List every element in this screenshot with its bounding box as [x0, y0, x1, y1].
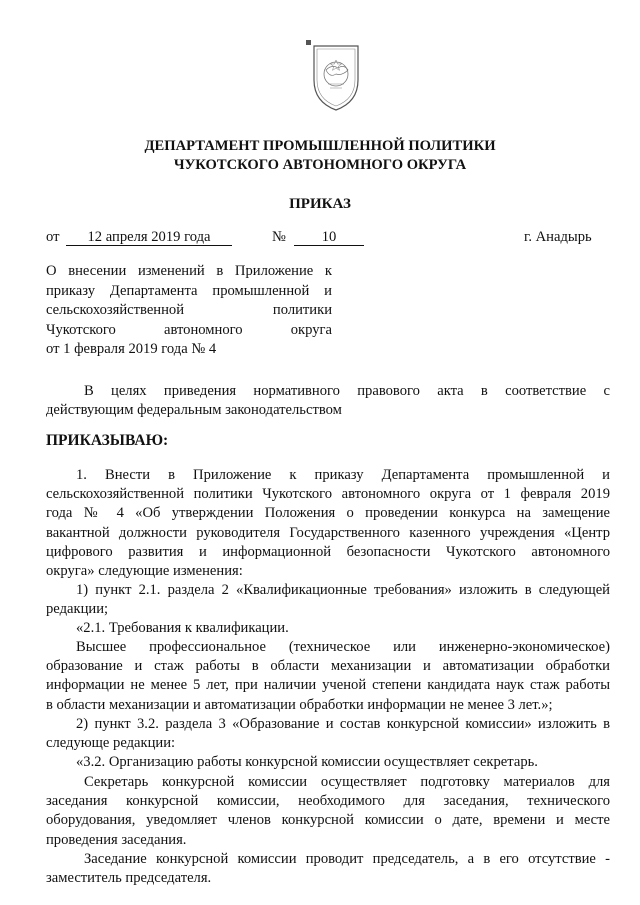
meeting-line: заместитель председателя. [46, 870, 212, 887]
subject-line: сельскохозяйственной политики [46, 302, 332, 319]
subitem-2 [46, 715, 610, 753]
department-line-1: ДЕПАРТАМЕНТ ПРОМЫШЛЕННОЙ ПОЛИТИКИ [144, 138, 496, 154]
secretary-line: Секретарь конкурсной комиссии осуществляет подготовку материалов для [84, 774, 610, 790]
education-line: информации не менее 5 лет, при наличии ученой степени кандидата наук стаж работы [46, 677, 610, 694]
quote-3-2-line: «3.2. Организацию работы конкурсной комиссии осуществляет секретарь. [76, 754, 538, 770]
subitem-1 [46, 581, 610, 619]
order-subject [46, 262, 332, 360]
item-1-line: вакантной должности руководителя Государственного казенного учреждения «Центр [46, 524, 610, 541]
secretary-line: заседания конкурсной комиссии, необходимого для заседания, технического [46, 793, 610, 810]
order-directive-heading: ПРИКАЗЫВАЮ: [46, 432, 169, 449]
quote-2-1-line: «2.1. Требования к квалификации. [76, 620, 289, 636]
item-1-line: 1. Внести в Приложение к приказу Департамента промышленной и [76, 467, 610, 483]
quote-3-2 [46, 753, 610, 772]
subject-line: от 1 февраля 2019 года № 4 [46, 341, 217, 358]
preamble [46, 382, 610, 420]
subitem-1-line: редакции; [46, 601, 109, 618]
subitem-2-line: следующе редакции: [46, 735, 176, 752]
subitem-2-line: 2) пункт 3.2. раздела 3 «Образование и состав конкурсной комиссии» изложить в [76, 716, 610, 732]
order-number: 10 [294, 229, 364, 246]
department-name [0, 137, 640, 175]
subject-line: Чукотского автономного округа [46, 321, 332, 338]
secretary-duties [46, 773, 610, 850]
item-1-line: округа» следующие изменения: [46, 563, 243, 580]
subject-line: приказу Департамента промышленной и [46, 282, 332, 299]
secretary-line: проведения заседания. [46, 831, 187, 848]
department-line-2: ЧУКОТСКОГО АВТОНОМНОГО ОКРУГА [173, 157, 467, 173]
subject-line: О внесении изменений в Приложение к [46, 263, 332, 279]
order-date: 12 апреля 2019 года [66, 229, 232, 246]
meeting-line: Заседание конкурсной комиссии проводит председатель, а в его отсутствие - [84, 851, 610, 867]
preamble-line: В целях приведения нормативного правового акта в соответствие с [84, 383, 610, 399]
secretary-line: оборудования, уведомляет членов конкурсной комиссии о дате, времени и месте [46, 812, 610, 829]
subitem-1-line: 1) пункт 2.1. раздела 2 «Квалификационные требования» изложить в следующей [76, 582, 610, 598]
item-1 [46, 466, 610, 581]
coat-of-arms-emblem [306, 40, 366, 114]
order-title: ПРИКАЗ [289, 196, 351, 212]
item-1-line: цифрового развития и информационной безопасности Чукотского автономного [46, 543, 610, 560]
item-1-line: сельскохозяйственной политики Чукотского автономного округа от 1 февраля 2019 [46, 486, 610, 503]
education-requirement [46, 638, 610, 715]
meeting-chair [46, 850, 610, 888]
date-prefix: от [46, 229, 60, 245]
education-line: в области механизации и автоматизации обработки информации не менее 3 лет.»; [46, 696, 553, 713]
education-line: Высшее профессиональное (техническое или инженерно-экономическое) [76, 639, 610, 655]
preamble-line: действующим федеральным законодательством [46, 402, 342, 419]
number-sign: № [272, 229, 286, 245]
city: г. Анадырь [524, 229, 592, 245]
item-1-line: года № 4 «Об утверждении Положения о проведении конкурса на замещение [46, 505, 610, 522]
quote-2-1 [46, 619, 610, 638]
education-line: образование и стаж работы в области механизации и автоматизации обработки [46, 658, 610, 675]
